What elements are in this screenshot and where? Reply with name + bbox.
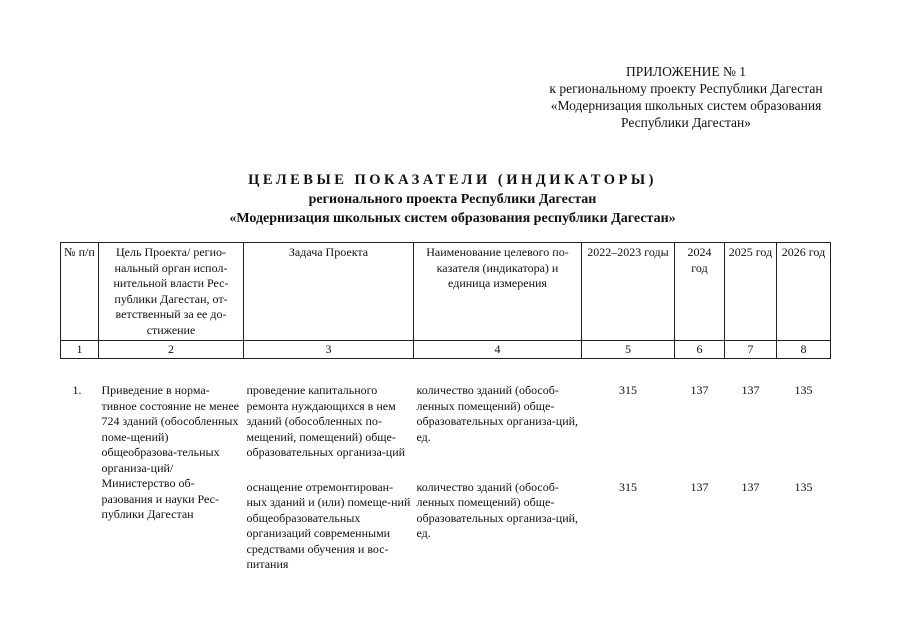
header-cell: 2024 год <box>675 243 725 341</box>
column-number: 1 <box>61 341 99 359</box>
column-number: 8 <box>777 341 831 359</box>
column-number: 5 <box>582 341 675 359</box>
value-2025: 137 <box>741 479 760 494</box>
header-cell: 2025 год <box>725 243 777 341</box>
row-number: 1. <box>72 383 82 397</box>
header-cell: 2026 год <box>777 243 831 341</box>
table-header-row <box>61 243 831 341</box>
column-number: 7 <box>725 341 777 359</box>
title-subtitle: «Модернизация школьных систем образования республики Дагестан» <box>229 211 676 226</box>
header-cell: Наименование целевого по-казателя (индикатора) и единица измерения <box>414 243 582 341</box>
value-2024: 137 <box>690 479 709 494</box>
value-2022-2023: 315 <box>619 383 637 397</box>
column-number: 6 <box>675 341 725 359</box>
task-cell: оснащение отремонтирован-ных зданий и (или) помеще-ний общеобразовательных организаций современными средствами обучения и вос-питания <box>246 479 411 571</box>
appendix-header <box>500 63 872 131</box>
indicator-cell: количество зданий (обособ-ленных помещений) обще-образовательных организа-ций, ед. <box>416 479 579 540</box>
appendix-line: к региональному проекту Республики Дагестан <box>549 81 823 96</box>
header-cell: Цель Проекта/ регио-нальный орган испол-нительной власти Рес-публики Дагестан, от-ветственный за ее до-стижение <box>99 243 244 341</box>
title-subtitle: регионального проекта Республики Дагестан <box>308 192 597 207</box>
appendix-title: ПРИЛОЖЕНИЕ № 1 <box>625 64 747 79</box>
column-number: 2 <box>99 341 244 359</box>
appendix-line: Республики Дагестан» <box>620 115 751 130</box>
column-number-row <box>61 341 831 359</box>
header-cell: 2022–2023 годы <box>582 243 675 341</box>
table-row <box>61 359 831 461</box>
column-number: 3 <box>244 341 414 359</box>
document-title <box>0 170 905 228</box>
value-2022-2023: 315 <box>619 479 637 494</box>
value-2026: 135 <box>794 383 813 397</box>
indicators-table <box>60 242 831 573</box>
value-2025: 137 <box>741 383 760 397</box>
value-2026: 135 <box>794 479 813 494</box>
value-2024: 137 <box>690 383 709 397</box>
appendix-line: «Модернизация школьных систем образования <box>550 98 822 113</box>
header-cell: Задача Проекта <box>244 243 414 341</box>
title-main: ЦЕЛЕВЫЕ ПОКАЗАТЕЛИ (ИНДИКАТОРЫ) <box>248 172 657 188</box>
column-number: 4 <box>414 341 582 359</box>
indicator-cell: количество зданий (обособ-ленных помещений) обще-образовательных организа-ций, ед. <box>416 383 579 444</box>
header-cell: № п/п <box>61 243 99 341</box>
task-cell: проведение капитального ремонта нуждающихся в нем зданий (обособленных по-мещений, помещений) обще-образовательных организа-ций <box>246 383 406 459</box>
goal-cell: Приведение в норма-тивное состояние не менее 724 зданий (обособленных поме-щений) общеобразова-тельных организа-ций/Министерство об-разования и науки Рес-публики Дагестан <box>101 383 239 521</box>
